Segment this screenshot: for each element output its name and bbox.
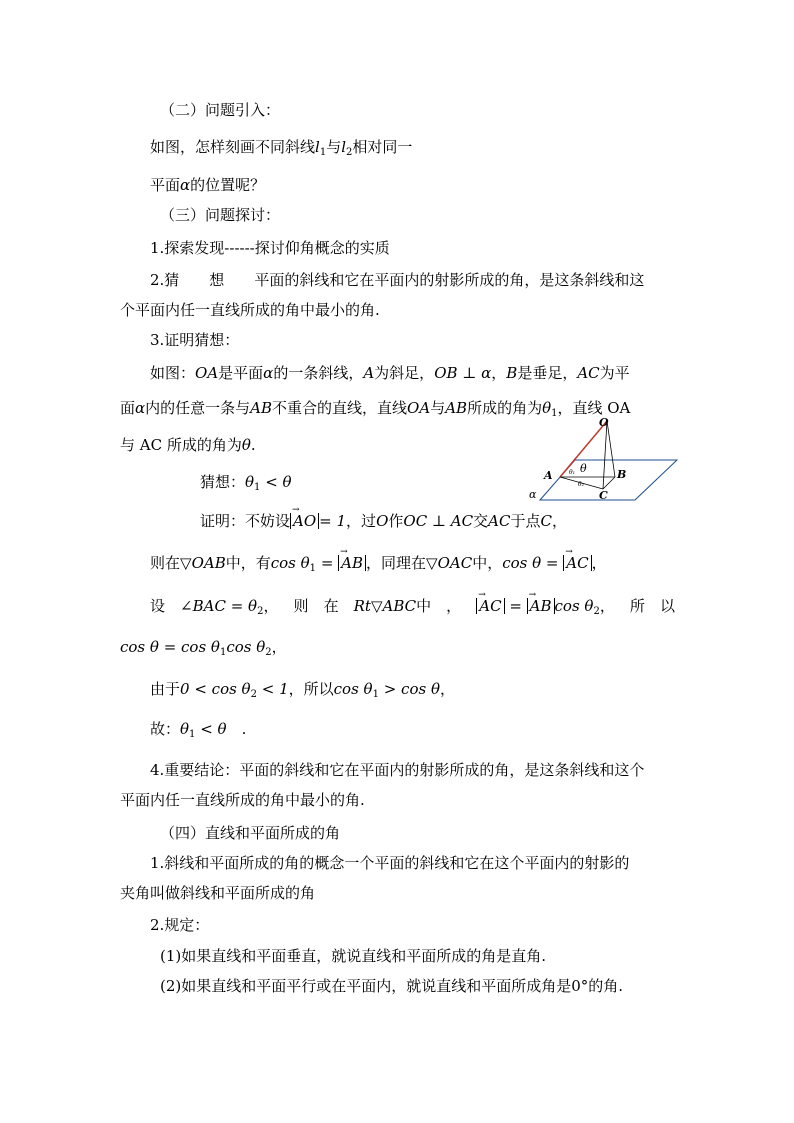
section-3-title: （三）问题探讨： — [160, 206, 281, 224]
item-3-4: 4.重要结论：平面的斜线和它在平面内的射影所成的角，是这条斜线和这个 — [150, 761, 645, 779]
proof-line-5: 由于$0 < \cos \theta_2 < 1$，所以$\cos \theta_1 > \cos \theta$， — [150, 680, 456, 700]
question-line-2: 平面α的位置呢？ — [150, 176, 266, 194]
label-alpha: α — [529, 488, 537, 501]
item-4-1-cont: 夹角叫做斜线和平面所成的角 — [120, 884, 316, 902]
question-line-1: 如图，怎样刻画不同斜线$l_1$与$l_2$相对同一 — [150, 138, 413, 158]
proof-line-4: $\cos \theta = \cos \theta_1\cos$ $\theta_2$， — [120, 638, 287, 658]
item-4-1: 1.斜线和平面所成的角的概念一个平面的斜线和它在这个平面内的射影的 — [150, 854, 630, 872]
item-4-2-1: (1)如果直线和平面垂直，就说直线和平面所成的角是直角. — [160, 947, 547, 965]
label-O: O — [599, 416, 609, 429]
section-4-title: （四）直线和平面所成的角 — [160, 824, 341, 842]
item-3-1: 1.探索发现------探讨仰角概念的实质 — [150, 239, 390, 257]
item-4-2-2: (2)如果直线和平面平行或在平面内，就说直线和平面所成角是0°的角. — [160, 977, 624, 995]
item-3-4-cont: 平面内任一直线所成的角中最小的角. — [120, 791, 365, 809]
proof-line-3: 设 ∠BAC = $\theta_2$， 则 在 Rt▽ABC中 ， → AC = → AB $\cos \theta_2$， 所 以 — [150, 596, 675, 622]
item-3-2: 2.猜 想 平面的斜线和它在平面内的射影所成的角，是这条斜线和这 — [150, 271, 645, 289]
item-4-2: 2.规定： — [150, 916, 210, 934]
line-OB — [607, 421, 615, 477]
plane-angle-figure — [515, 415, 680, 505]
proof-para-line-1: 如图：OA是平面α的一条斜线，A为斜足，OB ⊥ α，B是垂足，AC为平 — [150, 364, 630, 382]
plane-alpha-shape — [540, 460, 677, 500]
proof-conclusion: 故：$\theta_1 < \theta$ . — [150, 720, 247, 740]
proof-para-line-2: 面α内的任意一条与AB不重合的直线，直线OA与AB所成的角为$\theta_1$，直线 OA — [120, 399, 631, 419]
guess-line: 猜想：$\theta_1 < \theta$ — [200, 473, 292, 493]
line-BC — [603, 477, 615, 489]
section-2-title: （二）问题引入： — [160, 101, 281, 119]
proof-para-line-3: 与 AC 所成的角为θ. — [120, 436, 256, 454]
line-OC — [603, 421, 607, 489]
proof-line-2: 则在▽OAB中，有$\cos \theta_1$ = → AB ，同理在▽OAC中，cos θ = → AC ， — [150, 553, 607, 579]
item-3-3: 3.证明猜想： — [150, 331, 240, 349]
label-B: B — [617, 468, 627, 481]
label-theta1: θ₁ — [569, 469, 576, 476]
label-theta2: θ₂ — [578, 481, 585, 488]
item-3-2-cont: 个平面内任一直线所成的角中最小的角. — [120, 301, 380, 319]
proof-line-1: 证明：不妨设 → AO = 1，过O作OC ⊥ AC交AC于点C， — [200, 511, 567, 531]
label-C: C — [599, 489, 608, 502]
label-theta: θ — [580, 462, 587, 475]
label-A: A — [544, 469, 553, 482]
